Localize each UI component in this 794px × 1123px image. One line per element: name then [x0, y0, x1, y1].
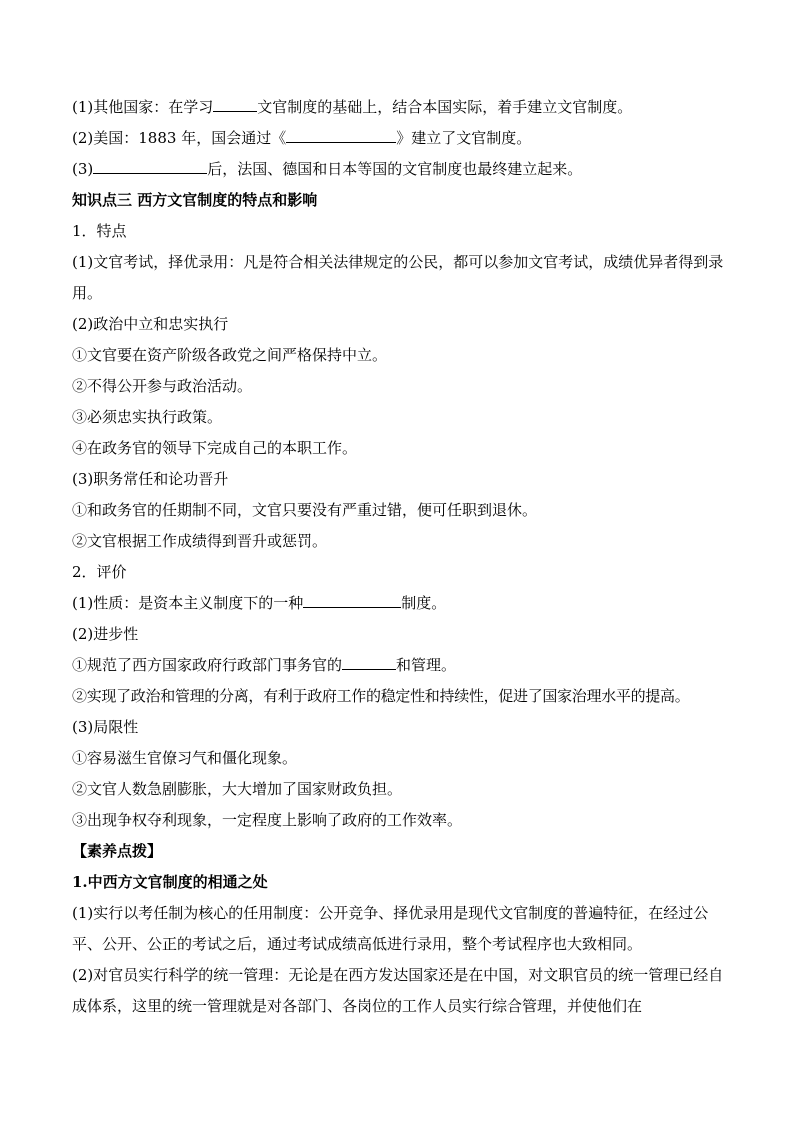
fill-blank	[303, 590, 401, 608]
list-item: ③出现争权夺利现象，一定程度上影响了政府的工作效率。	[72, 811, 463, 829]
list-item: ②实现了政治和管理的分离，有利于政府工作的稳定性和持续性，促进了国家治理水平的提高。	[72, 687, 690, 705]
paragraph-exam-appointment: (1)实行以考任制为核心的任用制度：公开竞争、择优录用是现代文官制度的普遍特征，在经过公平、公开、公正的考试之后，通过考试成绩高低进行录用，整个考试程序也大致相同。	[72, 904, 709, 953]
list-item: ②文官人数急剧膨胀，大大增加了国家财政负担。	[72, 780, 403, 798]
text-line-other-countries: (1)其他国家：在学习 文官制度的基础上，结合本国实际，着手建立文官制度。	[72, 92, 724, 123]
subheading-evaluation: 2．评价	[72, 563, 127, 581]
list-item: ①文官要在资产阶级各政党之间严格保持中立。	[72, 346, 388, 364]
document-page	[72, 92, 724, 1022]
section-heading-knowledge-point-3: 知识点三 西方文官制度的特点和影响	[72, 191, 318, 209]
list-item: ①容易滋生官僚习气和僵化现象。	[72, 749, 298, 767]
paragraph-unified-management: (2)对官员实行科学的统一管理：无论是在西方发达国家还是在中国，对文职官员的统一管理已经自成体系，这里的统一管理就是对各部门、各岗位的工作人员实行综合管理，并使他们在	[72, 966, 724, 1015]
text-line-usa: (2)美国：1883 年，国会通过《 》建立了文官制度。	[72, 123, 724, 154]
paragraph-exam-selection: (1)文官考试，择优录用：凡是符合相关法律规定的公民，都可以参加文官考试，成绩优异者得到录用。	[72, 253, 724, 302]
fill-blank	[342, 652, 396, 670]
subheading-tenure-promotion: (3)职务常任和论功晋升	[72, 470, 229, 488]
subheading-features: 1．特点	[72, 222, 127, 240]
text-line-other-establishment: (3) 后，法国、德国和日本等国的文官制度也最终建立起来。	[72, 154, 724, 185]
text-line-standardize: ①规范了西方国家政府行政部门事务官的 和管理。	[72, 650, 724, 681]
section-heading-literacy-tips: 【素养点拨】	[72, 842, 163, 860]
list-item: ③必须忠实执行政策。	[72, 408, 223, 426]
subheading-commonalities: 1.中西方文官制度的相通之处	[72, 873, 268, 891]
list-item: ①和政务官的任期制不同，文官只要没有严重过错，便可任职到退休。	[72, 501, 538, 519]
list-item: ②不得公开参与政治活动。	[72, 377, 253, 395]
fill-blank	[93, 156, 207, 174]
list-item: ④在政务官的领导下完成自己的本职工作。	[72, 439, 358, 457]
subheading-progressiveness: (2)进步性	[72, 625, 139, 643]
text-line-nature: (1)性质：是资本主义制度下的一种 制度。	[72, 588, 724, 619]
subheading-political-neutrality: (2)政治中立和忠实执行	[72, 315, 229, 333]
fill-blank	[213, 94, 257, 112]
list-item: ②文官根据工作成绩得到晋升或惩罚。	[72, 532, 328, 550]
subheading-limitations: (3)局限性	[72, 718, 139, 736]
fill-blank	[286, 125, 396, 143]
